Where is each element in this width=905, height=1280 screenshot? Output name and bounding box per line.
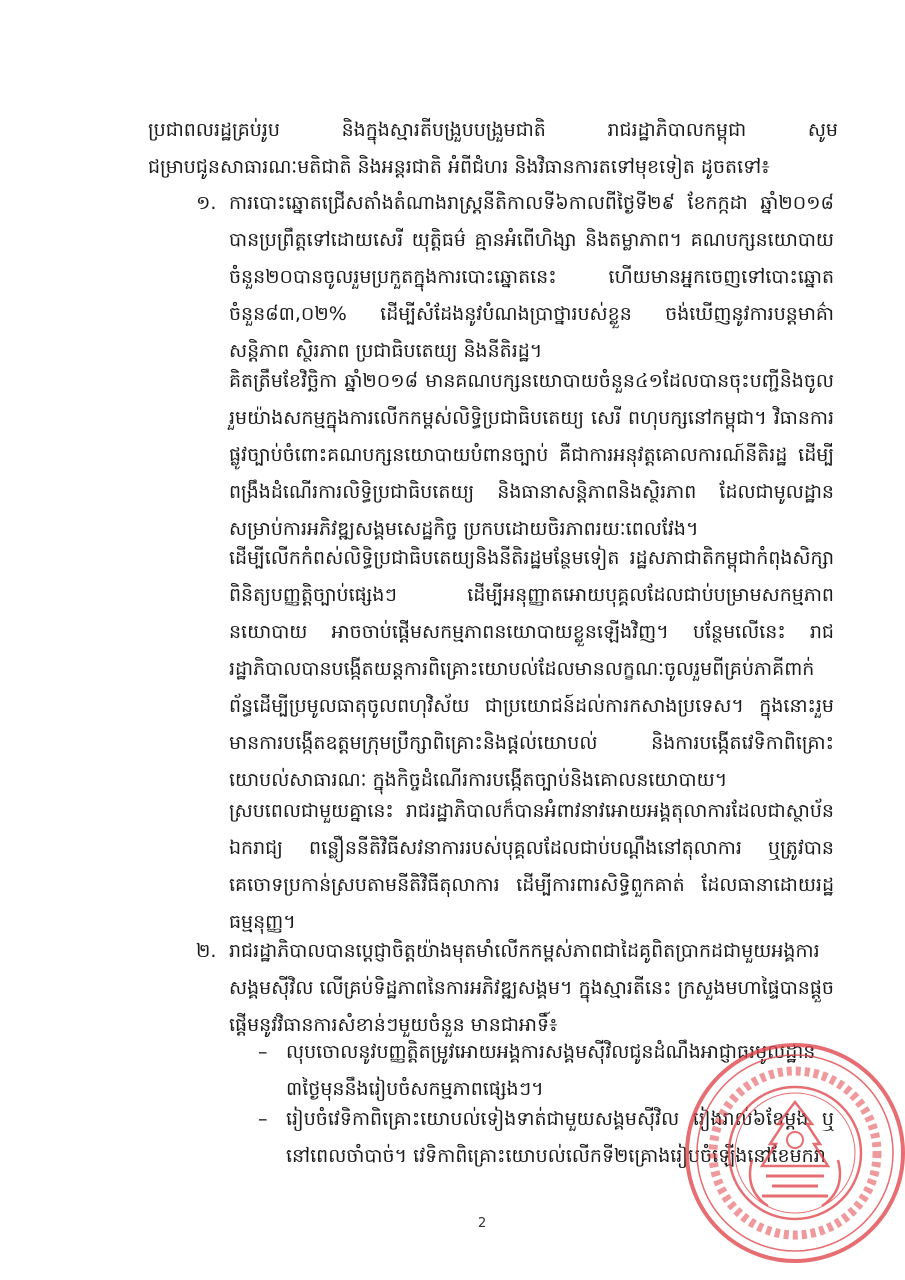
paragraph-political-parties: គិតត្រឹមខែវិច្ឆិកា ឆ្នាំ២០១៨ មានគណបក្សនយោបាយចំនួន៤១ដែលបានចុះបញ្ជីនិងចូលរួមយ៉ាងសកម្មក្នុងការលើកកម្ពស់លិទ្ធិប្រជាធិបតេយ្យ សេរី ពហុបក្សនៅកម្ពុជា។ វិធានការផ្លូវច្បាប់ចំពោះគណបក្សនយោបាយបំពានច្បាប់ គឺជាការអនុវត្តគោលការណ៍នីតិរដ្ឋ ដើម្បីពង្រឹងដំណើរការលិទ្ធិប្រជាធិបតេយ្យ និងធានាសន្តិភាពនិងស្ថិរភាព ដែលជាមូលដ្ឋានសម្រាប់ការអភិវឌ្ឍសង្គមសេដ្ឋកិច្ច ប្រកបដោយចិរភាពរយៈពេលវែង។ xyxy=(229,370,834,540)
official-seal-icon xyxy=(682,1040,905,1266)
bullet-dash: – xyxy=(258,1108,268,1130)
paragraph-judiciary: ស្របពេលជាមួយគ្នានេះ រាជរដ្ឋាភិបាលក៏បានអំពាវនាវអោយអង្គតុលាការដែលជាស្ថាប័នឯករាជ្យ ពន្លឿននីតិវិធីសវនាការរបស់បុគ្គលដែលជាប់បណ្តឹងនៅតុលាការ ឬត្រូវបានគេចោទប្រកាន់ស្របតាមនីតិវិធីតុលាការ ដើម្បីការពារសិទ្ធិពួកគាត់ ដែលធានាដោយរដ្ឋធម្មនុញ្ញ។ xyxy=(229,800,834,933)
intro-paragraph: ប្រជាពលរដ្ឋគ្រប់រូប និងក្នុងស្មារតីបង្រួបបង្រួមជាតិ រាជរដ្ឋាភិបាលកម្ពុជា សូមជម្រាបជូនសាធារណៈមតិជាតិ និងអន្តរជាតិ អំពីជំហរ និងវិធានការតទៅមុខទៀត ដូចតទៅ៖ xyxy=(148,119,838,178)
bullet-item: រៀបចំវេទិកាពិគ្រោះយោបល់ទៀងទាត់ជាមួយសង្គមស៊ីវិល រៀងរាល់៦ខែម្តង ឬនៅពេលចាំបាច់។ វេទិកាពិគ្រោះយោបល់លើកទី២គ្រោងរៀបចំឡើងនៅខែមករា xyxy=(286,1108,834,1167)
page-number: 2 xyxy=(478,1216,487,1231)
paragraph-democracy-rights: ដើម្បីលើកកំពស់លិទ្ធិប្រជាធិបតេយ្យនិងនីតិរដ្ឋមន្ថែមទៀត រដ្ឋសភាជាតិកម្ពុជាកំពុងសិក្សាពិនិត្យបញ្ញត្តិច្បាប់ផ្សេងៗ ដើម្បីអនុញ្ញាតអោយបុគ្គលដែលជាប់បម្រាមសកម្មភាពនយោបាយ អាចចាប់ផ្តើមសកម្មភាពនយោបាយខ្លួនឡើងវិញ។ បន្ថែមលើនេះ រាជរដ្ឋាភិបាលបានបង្កើតយន្តការពិគ្រោះយោបល់ដែលមានលក្ខណៈចូលរួមពីគ្រប់ភាគីពាក់ព័ន្ធដើម្បីប្រមូលធាតុចូលពហុវិស័យ ជាប្រយោជន៍ដល់ការកសាងប្រទេស។ ក្នុងនោះរួមមានការបង្កើតឧត្តមក្រុមប្រឹក្សាពិគ្រោះនិងផ្តល់យោបល់ និងការបង្កើតវេទិកាពិគ្រោះយោបល់សាធារណៈ ក្នុងកិច្ចដំណើរការបង្កើតច្បាប់និងគោលនយោបាយ។ xyxy=(229,547,834,791)
item-1-text: ការបោះឆ្នោតជ្រើសតាំងតំណាងរាស្ត្រនីតិកាលទី៦កាលពីថ្ងៃទី២៩ ខែកក្កដា ឆ្នាំ២០១៨ បានប្រព្រឹត្តទៅដោយសេរី យុត្តិធម៌ គ្មានអំពើហិង្សា និងតម្លាភាព។ គណបក្សនយោបាយចំនួន២០បានចូលរួមប្រកួតក្នុងការបោះឆ្នោតនេះ ហើយមានអ្នកចេញទៅបោះឆ្នោតចំនួន៨៣,០២% ដើម្បីសំដែងនូវបំណងប្រាថ្នារបស់ខ្លួន ចង់ឃើញនូវការបន្តមាគ៌ាសន្តិភាព ស្ថិរភាព ប្រជាធិបតេយ្យ និងនីតិរដ្ឋ។ xyxy=(229,192,834,362)
bullet-dash: – xyxy=(258,1041,268,1063)
bullet-item: លុបចោលនូវបញ្ញត្តិតម្រូវអោយអង្គការសង្គមស៊ីវិលជូនដំណឹងអាជ្ញាធរមូលដ្ឋាន ៣ថ្ងៃមុននឹងរៀបចំសកម្មភាពផ្សេងៗ។ xyxy=(286,1041,816,1100)
item-2-text: រាជរដ្ឋាភិបាលបានប្តេជ្ញាចិត្តយ៉ាងមុតមាំលើកកម្ពស់ភាពជាដៃគូពិតប្រាកដជាមួយអង្គការសង្គមស៊ីវិល លើគ្រប់ទិដ្ឋភាពនៃការអភិវឌ្ឍសង្គម។ ក្នុងស្មារតីនេះ ក្រសួងមហាផ្ទៃបានផ្តួចផ្តើមនូវវិធានការសំខាន់ៗមួយចំនួន មានជាអាទិ៍៖ xyxy=(229,940,834,1036)
item-2-number: ២. xyxy=(196,940,217,962)
item-1-number: ១. xyxy=(196,192,217,214)
